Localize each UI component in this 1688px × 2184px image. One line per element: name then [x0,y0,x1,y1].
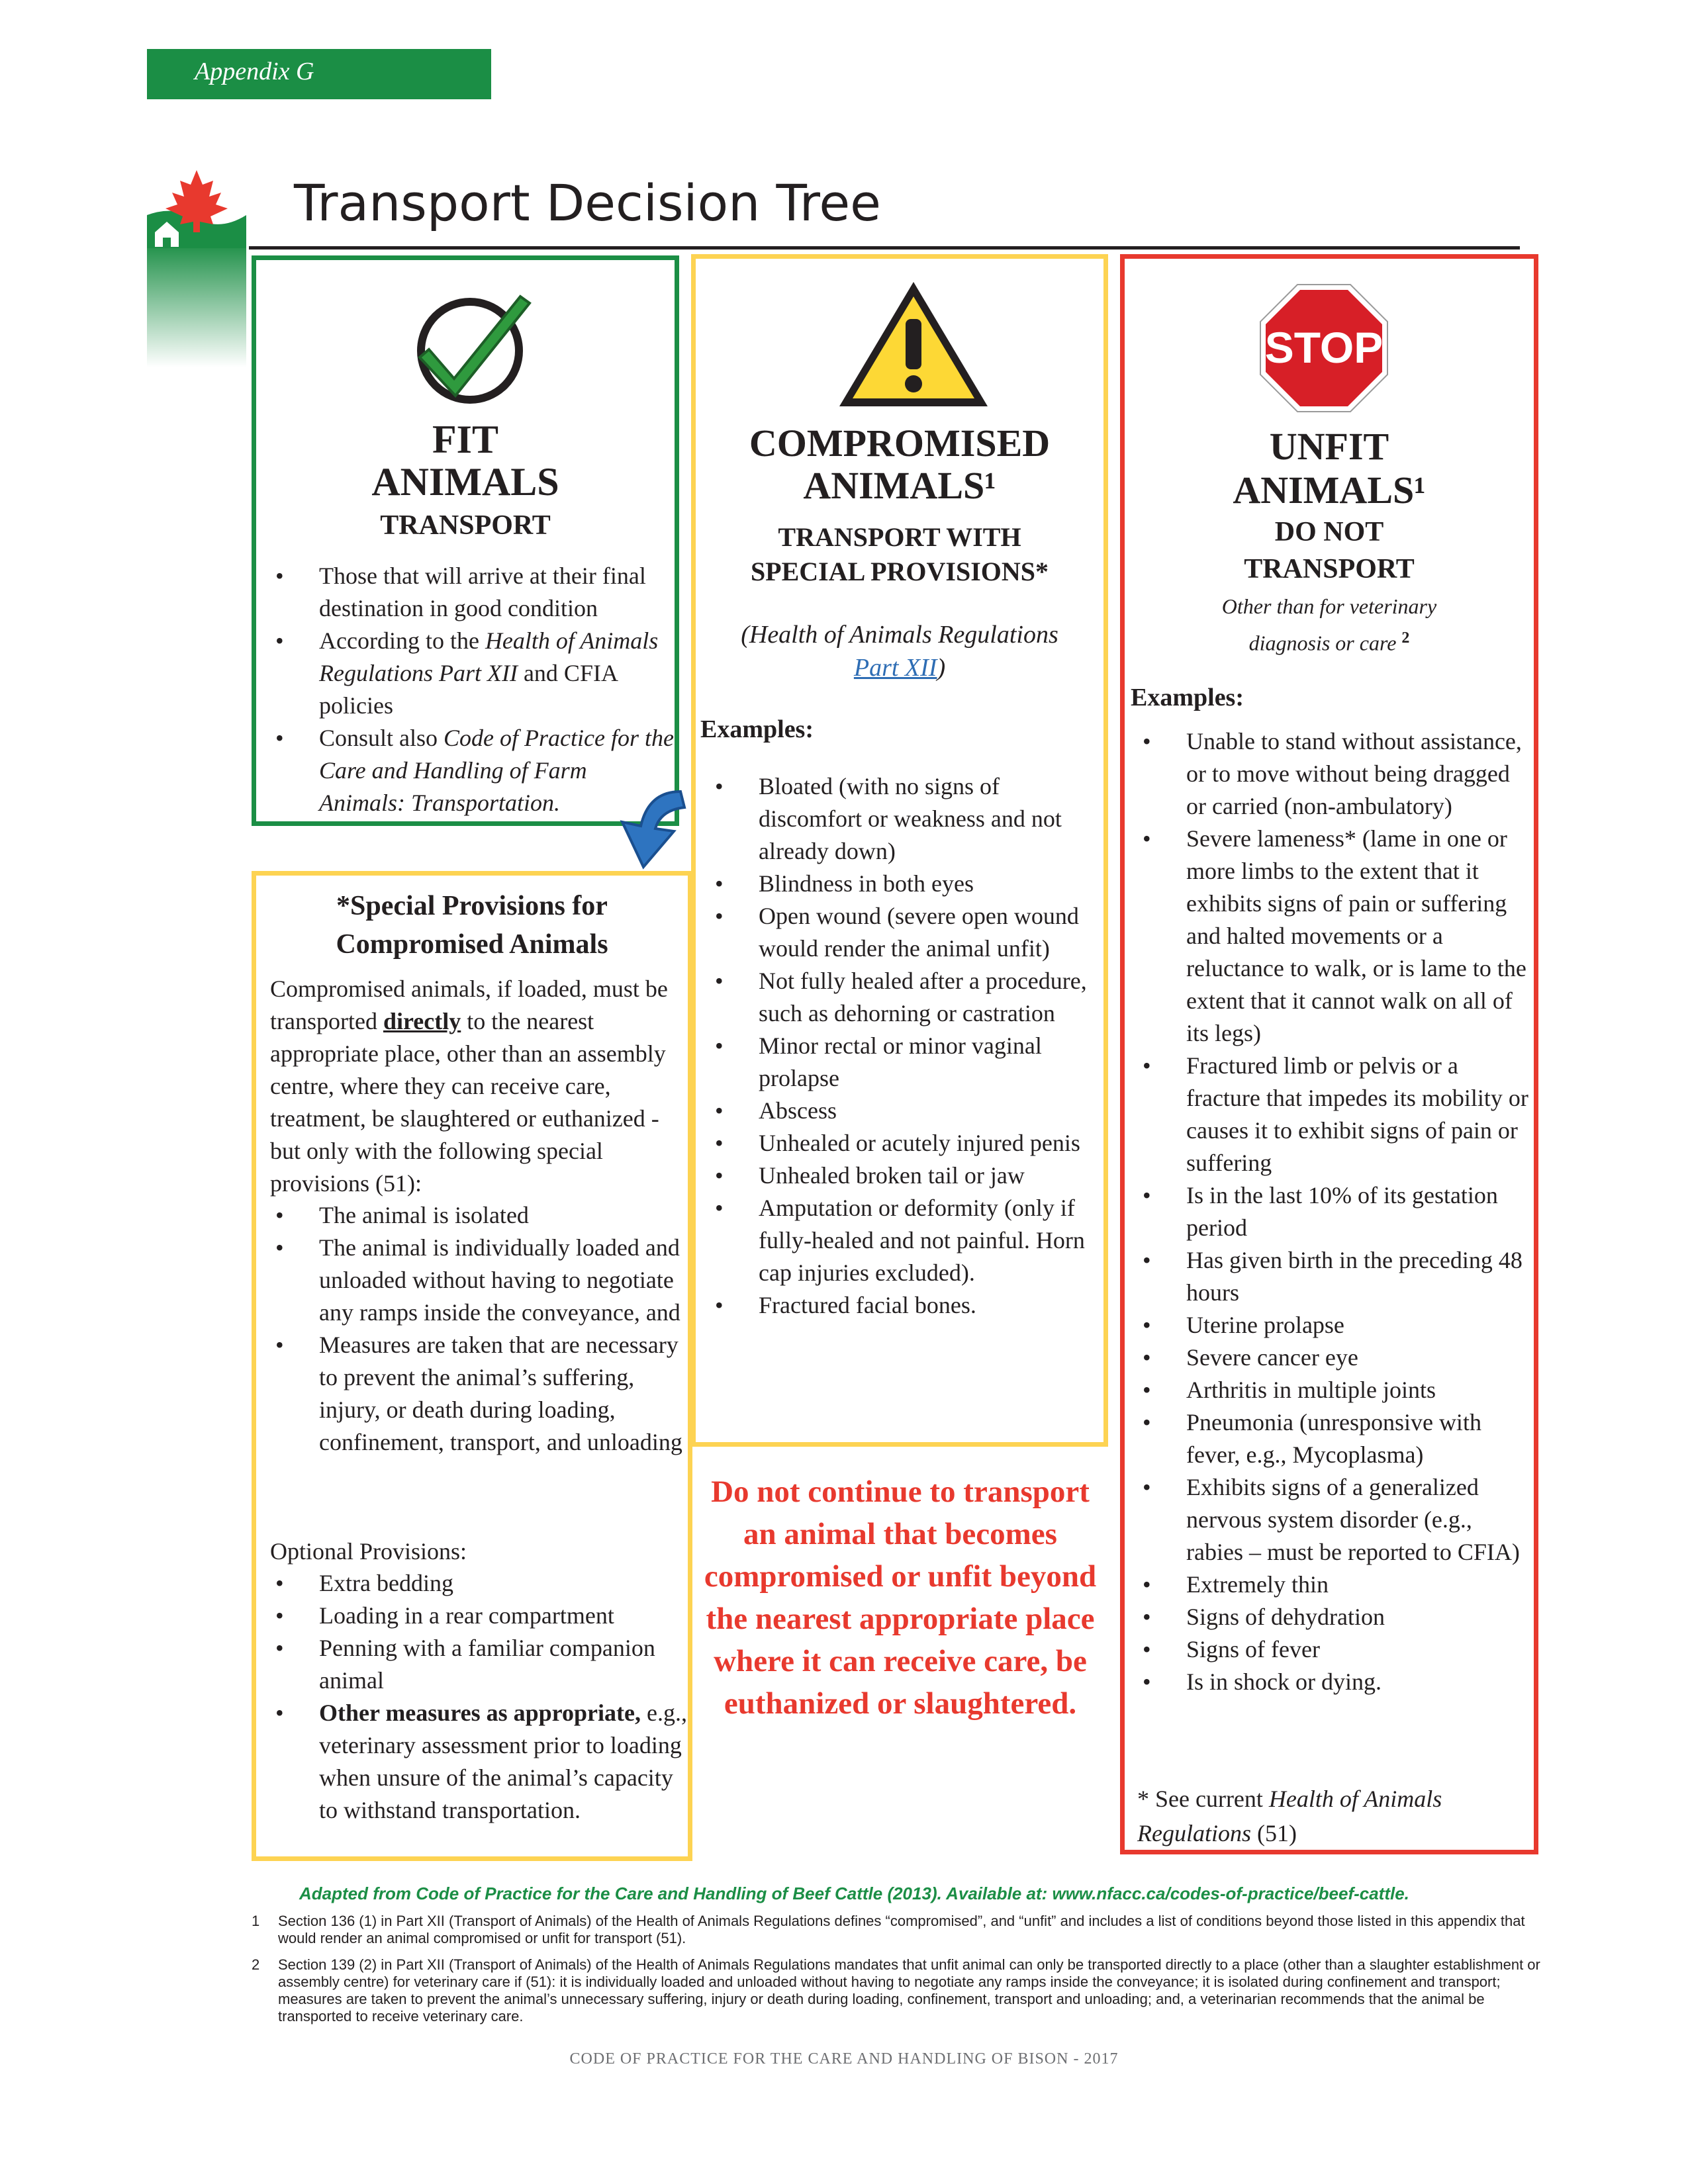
checkmark-icon [391,291,543,404]
compromised-examples-label: Examples: [700,715,814,743]
page-footer-credit: CODE OF PRACTICE FOR THE CARE AND HANDLING OF BISON - 2017 [569,2050,1119,2068]
list-item: • Severe lameness* (lame in one or more limbs to the extent that it exhibits signs of pain or suffering and halted movements or a reluctance to walk, or is lame to the extent that it cannot walk on all of its legs) [1137,823,1534,1050]
list-item: • Measures are taken that are necessary to prevent the animal’s suffering, injury, or death during loading, confinement, transport, and unloading [270,1329,694,1459]
see-regulations-note: * See current Health of Animals Regulations (51) [1137,1786,1442,1846]
page-title: Transport Decision Tree [294,173,881,232]
curved-arrow-icon [602,785,702,871]
list-item: • Signs of fever [1137,1633,1534,1666]
list-item: • Minor rectal or minor vaginal prolapse [710,1030,1107,1095]
list-item: • Loading in a rear compartment [270,1600,694,1632]
unfit-title: UNFIT ANIMALS¹ [1233,425,1426,512]
list-item: • The animal is individually loaded and unloaded without having to negotiate any ramps inside the conveyance, and [270,1232,694,1329]
part-xii-link[interactable]: Part XII [853,654,937,682]
list-item: • Fractured limb or pelvis or a fracture that impedes its mobility or causes it to exhibit signs of pain or suffering [1137,1050,1534,1179]
optional-provisions-label: Optional Provisions: [270,1538,467,1565]
list-item: • Other measures as appropriate, e.g., veterinary assessment prior to loading when unsure of the animal’s capacity to withstand transportation. [270,1697,694,1827]
list-item: • Blindness in both eyes [710,868,1107,900]
maple-leaf-barn-logo [147,169,246,367]
footnote-1-number: 1 [252,1913,260,1929]
special-provisions-title: *Special Provisions for Compromised Animals [336,891,608,960]
compromised-action: TRANSPORT WITH SPECIAL PROVISIONS* [750,522,1049,586]
title-divider [249,246,1520,250]
list-item: • Has given birth in the preceding 48 hours [1137,1244,1534,1309]
appendix-label: Appendix G [195,58,314,85]
fit-action: TRANSPORT [380,510,551,541]
list-item: • Arthritis in multiple joints [1137,1374,1534,1406]
list-item: • Is in the last 10% of its gestation period [1137,1179,1534,1244]
stop-sign-icon [1259,283,1389,413]
list-item: • According to the Health of Animals Regulations Part XII and CFIA policies [270,625,674,722]
fit-title: FIT ANIMALS [371,418,559,504]
unfit-note: Other than for veterinary diagnosis or care $^2$ [1221,594,1437,655]
list-item: • The animal is isolated [270,1199,694,1232]
list-item: • Abscess [710,1095,1107,1127]
list-item: • Unhealed broken tail or jaw [710,1160,1107,1192]
list-item: • Unable to stand without assistance, or to move without being dragged or carried (non-ambulatory) [1137,725,1534,823]
unfit-examples-label: Examples: [1131,684,1244,711]
list-item: • Signs of dehydration [1137,1601,1534,1633]
list-item: • Open wound (severe open wound would render the animal unfit) [710,900,1107,965]
list-item: • Uterine prolapse [1137,1309,1534,1342]
footnote-1: Section 136 (1) in Part XII (Transport of Animals) of the Health of Animals Regulations defines “compromised”, and “unfit” and includes a list of conditions beyond those listed in this appendix that would render an animal compromised or unfit for transport (51). [278,1913,1525,1946]
list-item: • Unhealed or acutely injured penis [710,1127,1107,1160]
appendix-tab [147,49,491,99]
list-item: • Bloated (with no signs of discomfort or weakness and not already down) [710,770,1107,868]
list-item: • Fractured facial bones. [710,1289,1107,1322]
special-provisions-list [270,1199,694,1459]
regulation-reference: (Health of Animals Regulations Part XII) [741,621,1058,682]
footnote-2: Section 139 (2) in Part XII (Transport of Animals) of the Health of Animals Regulations mandates that unfit animal can only be transported directly to a place (other than a slaughter establishment or assembly centre) for veterinary care if (51): it is individually loaded and unloaded without having to negotiate any ramps inside the conveyance; it is isolated during confinement and transport; measures are taken to prevent the animal’s unnecessary suffering, injury or death during loading, confinement, transport and unloading; and, a veterinarian recommends that the animal be transported to receive veterinary care. [278,1956,1540,2025]
list-item: • Exhibits signs of a generalized nervous system disorder (e.g., rabies – must be reported to CFIA) [1137,1471,1534,1569]
list-item: • Consult also Code of Practice for the Care and Handling of Farm Animals: Transportation. [270,722,674,819]
compromised-title: COMPROMISED ANIMALS¹ [749,422,1051,507]
list-item: • Is in shock or dying. [1137,1666,1534,1698]
continue-warning: Do not continue to transport an animal that becomes compromised or unfit beyond the nearest appropriate place where it can receive care, be euthanized or slaughtered. [704,1475,1097,1721]
optional-provisions-list [270,1567,694,1827]
unfit-action: DO NOT TRANSPORT [1244,517,1415,584]
list-item: • Severe cancer eye [1137,1342,1534,1374]
warning-triangle-icon [834,278,993,410]
compromised-examples-list [710,770,1107,1322]
list-item: • Those that will arrive at their final destination in good condition [270,560,674,625]
list-item: • Amputation or deformity (only if fully-healed and not painful. Horn cap injuries excluded). [710,1192,1107,1289]
list-item: • Pneumonia (unresponsive with fever, e.g., Mycoplasma) [1137,1406,1534,1471]
list-item: • Extremely thin [1137,1569,1534,1601]
stop-sign-label: STOP [1264,323,1383,372]
special-provisions-intro: Compromised animals, if loaded, must be transported directly to the nearest appropriate place, other than an assembly centre, where they can receive care, treatment, be slaughtered or euthanized - but only with the following special provisions (51): [270,976,668,1197]
footnote-2-number: 2 [252,1956,260,1973]
unfit-examples-list [1137,725,1534,1698]
fit-criteria-list [270,560,674,819]
adapted-from-note: Adapted from Code of Practice for the Care and Handling of Beef Cattle (2013). Available at: www.nfacc.ca/codes-of-practice/beef-cattle. [299,1884,1409,1903]
list-item: • Not fully healed after a procedure, such as dehorning or castration [710,965,1107,1030]
list-item: • Penning with a familiar companion animal [270,1632,694,1697]
list-item: • Extra bedding [270,1567,694,1600]
